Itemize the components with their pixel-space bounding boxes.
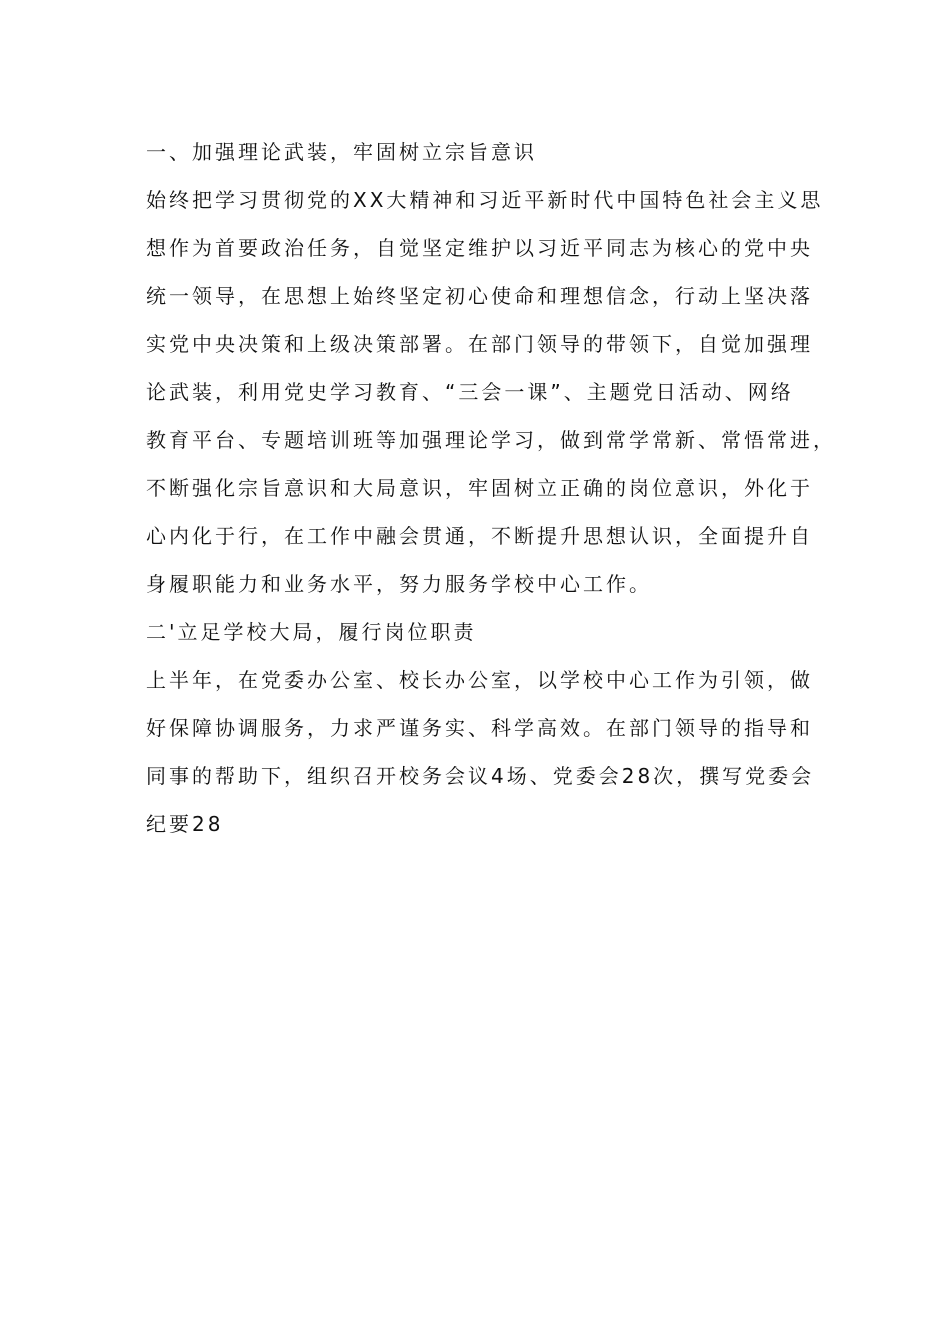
section-2-heading: 二'立足学校大局，履行岗位职责 xyxy=(146,620,477,644)
paragraph-line: 论武装，利用党史学习教育、“三会一课”、主题党日活动、网络 xyxy=(146,380,794,404)
paragraph-line: 心内化于行，在工作中融会贯通，不断提升思想认识，全面提升自 xyxy=(146,524,813,548)
paragraph-line: 同事的帮助下，组织召开校务会议4场、党委会28次，撰写党委会 xyxy=(146,764,815,788)
paragraph-line: 上半年，在党委办公室、校长办公室，以学校中心工作为引领，做 xyxy=(146,668,813,692)
paragraph-line: 不断强化宗旨意识和大局意识，牢固树立正确的岗位意识，外化于 xyxy=(146,476,813,500)
document-body xyxy=(146,132,836,852)
paragraph-line: 实党中央决策和上级决策部署。在部门领导的带领下，自觉加强理 xyxy=(146,332,813,356)
paragraph-line: 好保障协调服务，力求严谨务实、科学高效。在部门领导的指导和 xyxy=(146,716,813,740)
paragraph-line: 纪要28 xyxy=(146,812,224,836)
section-1-paragraph xyxy=(146,180,836,612)
paragraph-line: 身履职能力和业务水平，努力服务学校中心工作。 xyxy=(146,572,652,596)
paragraph-line: 统一领导，在思想上始终坚定初心使命和理想信念，行动上坚决落 xyxy=(146,284,813,308)
paragraph-line: 始终把学习贯彻党的XX大精神和习近平新时代中国特色社会主义思 xyxy=(146,188,824,212)
paragraph-line: 教育平台、专题培训班等加强理论学习，做到常学常新、常悟常进， xyxy=(146,428,836,452)
paragraph-line: 想作为首要政治任务，自觉坚定维护以习近平同志为核心的党中央 xyxy=(146,236,813,260)
section-2-paragraph xyxy=(146,660,826,852)
section-1-heading: 一、加强理论武装，牢固树立宗旨意识 xyxy=(146,140,537,164)
